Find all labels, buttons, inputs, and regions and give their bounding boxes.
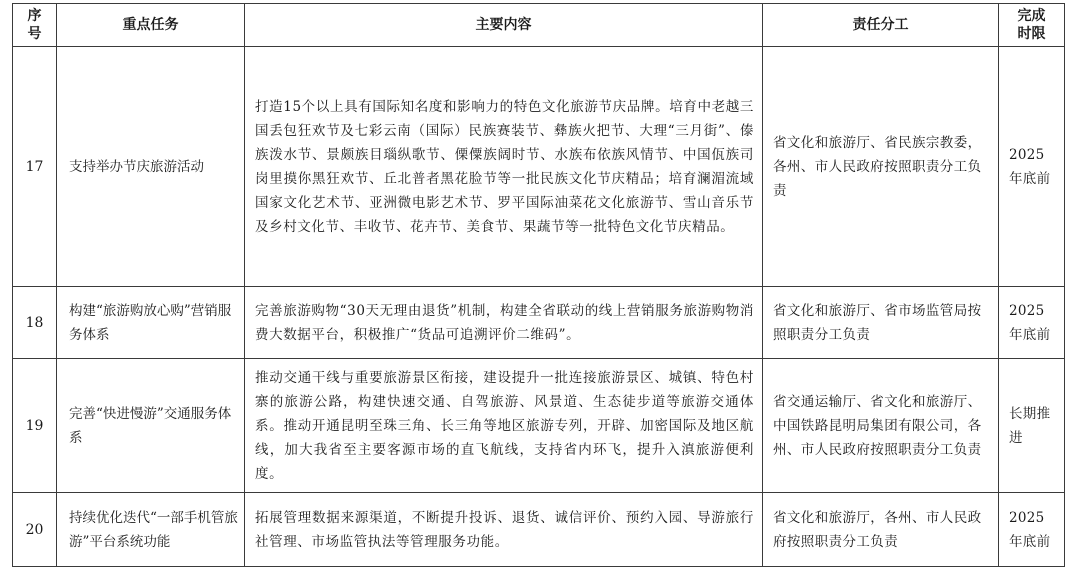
row-content: 拓展管理数据来源渠道，不断提升投诉、退货、诚信评价、预约入园、导游旅行社管理、市场监管执法等管理服务功能。 (245, 493, 763, 567)
row-content: 打造15个以上具有国际知名度和影响力的特色文化旅游节庆品牌。培育中老越三国丢包狂欢节及七彩云南（国际）民族赛装节、彝族火把节、大理“三月街”、傣族泼水节、景颇族目瑙纵歌节、傈僳族阔时节、水族布依族风情节、中国佤族司岗里摸你黑狂欢节、丘北普者黑花脸节等一批民族文化节庆精品；培育澜湄流域国家文化艺术节、亚洲微电影艺术节、罗平国际油菜花文化旅游节、雪山音乐节及乡村文化节、丰收节、花卉节、美食节、果蔬节等一批特色文化节庆精品。 (245, 47, 763, 287)
header-index: 序号 (13, 4, 57, 47)
row-responsibility: 省文化和旅游厅、省民族宗教委，各州、市人民政府按照职责分工负责 (763, 47, 999, 287)
row-index: 20 (13, 493, 57, 567)
table-row (13, 287, 1065, 359)
row-deadline: 2025年底前 (999, 493, 1065, 567)
row-task: 支持举办节庆旅游活动 (57, 47, 245, 287)
row-task: 持续优化迭代“一部手机管旅游”平台系统功能 (57, 493, 245, 567)
header-deadline: 完成时限 (999, 4, 1065, 47)
table-row (13, 359, 1065, 493)
row-deadline: 长期推进 (999, 359, 1065, 493)
header-row (13, 4, 1065, 47)
table-row (13, 47, 1065, 287)
row-deadline: 2025年底前 (999, 287, 1065, 359)
row-task: 完善“快进慢游”交通服务体系 (57, 359, 245, 493)
row-task: 构建“旅游购放心购”营销服务体系 (57, 287, 245, 359)
task-table (12, 3, 1065, 567)
table-row (13, 493, 1065, 567)
row-index: 18 (13, 287, 57, 359)
row-responsibility: 省文化和旅游厅、省市场监管局按照职责分工负责 (763, 287, 999, 359)
row-index: 17 (13, 47, 57, 287)
row-content: 推动交通干线与重要旅游景区衔接，建设提升一批连接旅游景区、城镇、特色村寨的旅游公路，构建快速交通、自驾旅游、风景道、生态徒步道等旅游交通体系。推动开通昆明至珠三角、长三角等地区旅游专列，开辟、加密国际及地区航线，加大我省至主要客源市场的直飞航线，支持省内环飞，提升入滇旅游便利度。 (245, 359, 763, 493)
header-responsibility: 责任分工 (763, 4, 999, 47)
header-content: 主要内容 (245, 4, 763, 47)
row-index: 19 (13, 359, 57, 493)
row-responsibility: 省文化和旅游厅，各州、市人民政府按照职责分工负责 (763, 493, 999, 567)
header-task: 重点任务 (57, 4, 245, 47)
row-deadline: 2025年底前 (999, 47, 1065, 287)
row-responsibility: 省交通运输厅、省文化和旅游厅、中国铁路昆明局集团有限公司，各州、市人民政府按照职责分工负责 (763, 359, 999, 493)
row-content: 完善旅游购物“30天无理由退货”机制，构建全省联动的线上营销服务旅游购物消费大数据平台，积极推广“货品可追溯评价二维码”。 (245, 287, 763, 359)
